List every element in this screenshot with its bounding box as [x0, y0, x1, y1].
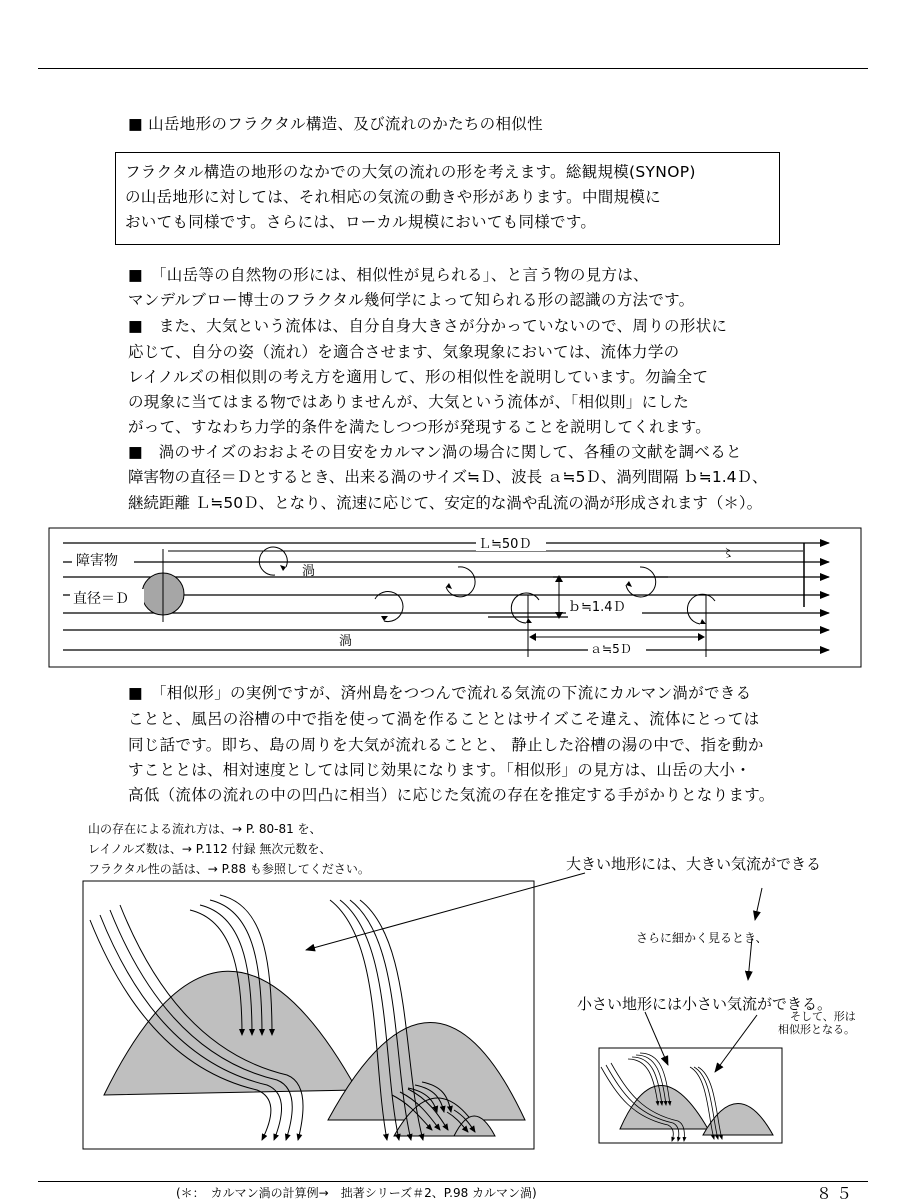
bottom-rule [38, 1181, 868, 1182]
body-line: 高低（流体の流れの中の凹凸に相当）に応じた気流の存在を推定する手がかりとなります。 [128, 786, 775, 804]
wavelength-label: ａ≒5Ｄ [590, 642, 632, 656]
vortex-label-bottom: 渦 [339, 634, 353, 649]
body-line: レイノルズの相似則の考え方を適用して、形の相似性を説明しています。勿論全て [128, 368, 709, 386]
page-number: ８５ [816, 1184, 857, 1203]
body-line: マンデルブロー博士のフラクタル幾何学によって知られる形の認識の方法です。 [128, 291, 695, 309]
body-line: 継続距離 Ｌ≒50Ｄ、となり、流速に応じて、安定的な渦や乱流の渦が形成されます（＊）。 [128, 494, 763, 512]
body-line: がって、すなわち力学的条件を満たしつつ形が発現することを説明してくれます。 [128, 418, 712, 436]
karman-vortex-diagram [48, 527, 863, 669]
annotation-arrows [0, 840, 900, 1080]
body-line: ■ 渦のサイズのおおよその目安をカルマン渦の場合に関して、各種の文献を調べると [128, 443, 742, 461]
length-label: Ｌ≒50Ｄ [478, 537, 532, 552]
intro-line: フラクタル構造の地形のなかでの大気の流れの形を考えます。総観規模(SYNOP) [125, 163, 696, 181]
footnote: (＊： カルマン渦の計算例→ 拙著シリーズ＃2、P.98 カルマン渦) [176, 1186, 537, 1200]
body-line: ことと、風呂の浴槽の中で指を使って渦を作ることとはサイズこそ違え、流体にとっては [128, 710, 760, 728]
body-line: ■ 「相似形」の実例ですが、済州島をつつんで流れる気流の下流にカルマン渦ができる [128, 684, 752, 702]
obstacle-label: 障害物 [76, 553, 118, 569]
break-mark: 〻 [722, 546, 735, 560]
spacing-label: ｂ≒1.4Ｄ [568, 600, 626, 615]
vortex-label-top: 渦 [302, 564, 316, 579]
reference-line: フラクタル性の話は、→ P.88 も参照してください。 [88, 862, 370, 876]
intro-line: の山岳地形に対しては、それ相応の気流の動きや形があります。中間規模に [125, 188, 661, 206]
intro-line: おいても同様です。さらには、ローカル規模においても同様です。 [125, 213, 597, 231]
similar-caption-2: 相似形となる。 [778, 1023, 855, 1036]
body-line: ■ 「山岳等の自然物の形には、相似性が見られる」、と言う物の見方は、 [128, 266, 649, 284]
big-terrain-caption: 大きい地形には、大きい気流ができる [566, 855, 822, 873]
diameter-label: 直径＝Ｄ [73, 591, 129, 607]
body-line: ■ また、大気という流体は、自分自身大きさが分かっていないので、周りの形状に [128, 317, 728, 335]
top-rule [38, 68, 868, 69]
body-line: すこととは、相対速度としては同じ効果になります。「相似形」の見方は、山岳の大小・ [128, 761, 752, 779]
reference-line: レイノルズ数は、→ P.112 付録 無次元数を、 [88, 842, 332, 856]
reference-line: 山の存在による流れ方は、→ P. 80-81 を、 [88, 822, 322, 836]
body-line: の現象に当てはまる物ではありませんが、大気という流体が、「相似則」にした [128, 393, 690, 411]
similar-caption-1: そして、形は [790, 1010, 856, 1023]
body-line: 応じて、自分の姿（流れ）を適合させます、気象現象においては、流体力学の [128, 343, 680, 361]
body-line: 同じ話です。即ち、島の周りを大気が流れることと、 静止した浴槽の湯の中で、指を動か [128, 736, 764, 754]
body-line: 障害物の直径＝Ｄとするとき、出来る渦のサイズ≒Ｄ、波長 ａ≒5Ｄ、渦列間隔 ｂ≒1.4Ｄ、 [128, 468, 768, 486]
section-heading: ■ 山岳地形のフラクタル構造、及び流れのかたちの相似性 [128, 115, 543, 133]
small-terrain-caption: 小さい地形には小さい気流ができる。 [577, 995, 833, 1013]
closer-look-caption: さらに細かく見るとき、 [636, 931, 768, 945]
